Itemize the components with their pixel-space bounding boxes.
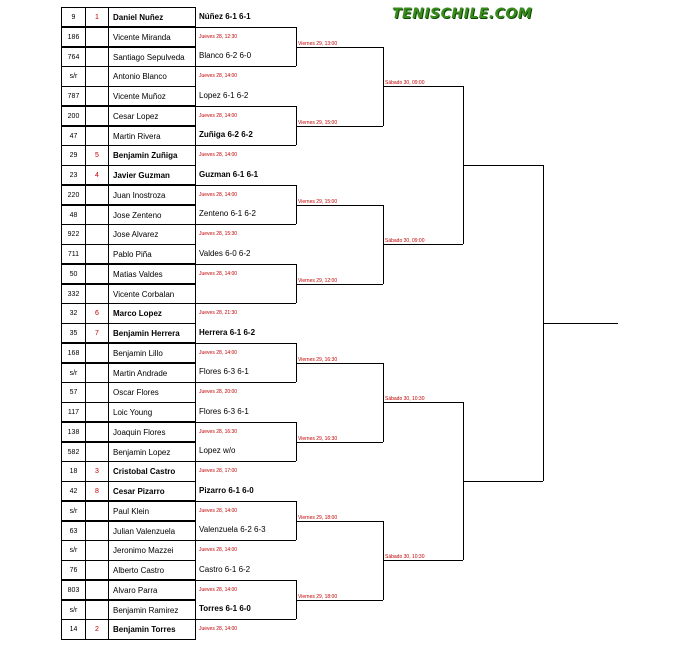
match-schedule: Viernes 29, 15:00 xyxy=(298,198,338,205)
match-result: Guzman 6-1 6-1 xyxy=(199,169,259,179)
player-seed xyxy=(85,86,108,106)
bracket-line xyxy=(296,363,383,364)
player-rank: 35 xyxy=(61,323,85,343)
player-name[interactable]: Benjamin Zuñiga xyxy=(108,145,196,165)
player-name[interactable]: Loic Young xyxy=(108,402,196,422)
match-schedule: Viernes 29, 16:30 xyxy=(298,356,338,363)
player-seed: 1 xyxy=(85,7,108,27)
player-name[interactable]: Antonio Blanco xyxy=(108,66,196,86)
player-name[interactable]: Vicente Miranda xyxy=(108,27,196,47)
bracket-line xyxy=(196,540,296,541)
match-schedule: Jueves 28, 20:00 xyxy=(199,389,238,396)
player-rank: 138 xyxy=(61,422,85,442)
tenischile-logo[interactable]: TENISCHILE.COM xyxy=(392,6,533,22)
player-rank: s/r xyxy=(61,600,85,620)
bracket-line xyxy=(196,145,296,146)
bracket-line xyxy=(296,442,383,443)
player-name[interactable]: Benjamin Herrera xyxy=(108,323,196,343)
bracket-line xyxy=(196,343,296,344)
player-seed xyxy=(85,501,108,521)
match-result: Blanco 6-2 6-0 xyxy=(199,51,252,61)
player-rank: 42 xyxy=(61,481,85,501)
bracket-line xyxy=(196,224,296,225)
player-seed xyxy=(85,66,108,86)
match-schedule: Jueves 28, 14:00 xyxy=(199,349,238,356)
player-rank: 48 xyxy=(61,205,85,225)
player-name[interactable]: Benjamin Ramirez xyxy=(108,600,196,620)
player-name[interactable]: Alvaro Parra xyxy=(108,580,196,600)
player-rank: 787 xyxy=(61,86,85,106)
champion-line xyxy=(543,323,618,324)
player-name[interactable]: Juan Inostroza xyxy=(108,185,196,205)
player-name[interactable]: Cesar Lopez xyxy=(108,106,196,126)
match-schedule: Viernes 29, 16:30 xyxy=(298,435,338,442)
match-schedule: Jueves 28, 14:00 xyxy=(199,547,238,554)
player-seed xyxy=(85,382,108,402)
player-name[interactable]: Cristobal Castro xyxy=(108,461,196,481)
player-rank: s/r xyxy=(61,363,85,383)
player-name[interactable]: Jeronimo Mazzei xyxy=(108,540,196,560)
bracket-line xyxy=(383,86,463,87)
player-rank: 57 xyxy=(61,382,85,402)
bracket-line xyxy=(296,126,383,127)
player-name[interactable]: Benjamin Torres xyxy=(108,619,196,639)
player-name[interactable]: Joaquin Flores xyxy=(108,422,196,442)
bracket-line xyxy=(196,501,296,502)
bracket-line xyxy=(463,165,543,166)
bracket-line xyxy=(196,461,296,462)
player-seed xyxy=(85,540,108,560)
match-schedule: Viernes 29, 12:00 xyxy=(298,277,338,284)
player-rank: 63 xyxy=(61,521,85,541)
player-seed: 8 xyxy=(85,481,108,501)
bracket-line xyxy=(463,481,543,482)
player-name[interactable]: Vicente Corbalan xyxy=(108,284,196,304)
match-schedule: Jueves 28, 15:30 xyxy=(199,231,238,238)
player-name[interactable]: Benjamin Lillo xyxy=(108,343,196,363)
player-rank: 50 xyxy=(61,264,85,284)
player-seed xyxy=(85,422,108,442)
player-name[interactable]: Javier Guzman xyxy=(108,165,196,185)
bracket-line xyxy=(196,27,296,28)
player-seed xyxy=(85,27,108,47)
player-seed: 5 xyxy=(85,145,108,165)
bracket-line xyxy=(196,422,296,423)
match-schedule: Sábado 30, 09:00 xyxy=(385,80,425,86)
player-seed xyxy=(85,284,108,304)
player-name[interactable]: Julian Valenzuela xyxy=(108,521,196,541)
player-seed xyxy=(85,244,108,264)
player-name[interactable]: Marco Lopez xyxy=(108,303,196,323)
match-schedule: Jueves 28, 14:00 xyxy=(199,507,238,514)
player-rank: 23 xyxy=(61,165,85,185)
player-seed xyxy=(85,185,108,205)
player-name[interactable]: Daniel Nuñez xyxy=(108,7,196,27)
player-rank: s/r xyxy=(61,501,85,521)
match-schedule: Viernes 29, 15:00 xyxy=(298,119,338,126)
player-rank: 200 xyxy=(61,106,85,126)
bracket-line xyxy=(296,284,383,285)
player-seed xyxy=(85,402,108,422)
match-schedule: Jueves 28, 21:30 xyxy=(199,310,238,317)
player-rank: 47 xyxy=(61,126,85,146)
player-seed xyxy=(85,580,108,600)
bracket-line xyxy=(296,600,383,601)
player-name[interactable]: Pablo Piña xyxy=(108,244,196,264)
match-schedule: Sábado 30, 09:00 xyxy=(385,238,425,244)
bracket-line xyxy=(296,205,383,206)
player-name[interactable]: Matias Valdes xyxy=(108,264,196,284)
player-name[interactable]: Martin Andrade xyxy=(108,363,196,383)
match-schedule: Sábado 30, 10:30 xyxy=(385,396,425,402)
match-schedule: Viernes 29, 18:00 xyxy=(298,593,338,600)
player-seed: 3 xyxy=(85,461,108,481)
bracket-line xyxy=(196,264,296,265)
bracket-line xyxy=(196,382,296,383)
match-schedule: Viernes 29, 18:00 xyxy=(298,514,338,521)
match-result: Torres 6-1 6-0 xyxy=(199,604,251,614)
player-seed xyxy=(85,343,108,363)
player-rank: 711 xyxy=(61,244,85,264)
player-seed: 7 xyxy=(85,323,108,343)
match-schedule: Jueves 28, 14:00 xyxy=(199,73,238,80)
bracket-line xyxy=(383,244,463,245)
player-rank: 922 xyxy=(61,224,85,244)
bracket-line xyxy=(296,521,383,522)
player-rank: 29 xyxy=(61,145,85,165)
match-result: Núñez 6-1 6-1 xyxy=(199,11,251,21)
match-result: Pizarro 6-1 6-0 xyxy=(199,485,254,495)
player-seed xyxy=(85,363,108,383)
player-seed xyxy=(85,205,108,225)
player-name[interactable]: Paul Klein xyxy=(108,501,196,521)
player-rank: 803 xyxy=(61,580,85,600)
match-schedule: Jueves 28, 14:00 xyxy=(199,270,238,277)
bracket-line xyxy=(383,560,463,561)
player-seed xyxy=(85,47,108,67)
player-name[interactable]: Vicente Muñoz xyxy=(108,86,196,106)
bracket-line xyxy=(196,580,296,581)
match-schedule: Sábado 30, 10:30 xyxy=(385,554,425,560)
match-schedule: Jueves 28, 14:00 xyxy=(199,112,238,119)
match-schedule: Jueves 28, 12:30 xyxy=(199,33,238,40)
bracket-line xyxy=(196,619,296,620)
match-schedule: Jueves 28, 14:00 xyxy=(199,586,238,593)
player-rank: s/r xyxy=(61,540,85,560)
player-seed: 6 xyxy=(85,303,108,323)
player-name[interactable]: Jose Alvarez xyxy=(108,224,196,244)
match-result: Valdes 6-0 6-2 xyxy=(199,248,251,258)
match-result: Flores 6-3 6-1 xyxy=(199,406,249,416)
player-seed: 2 xyxy=(85,619,108,639)
player-name[interactable]: Santiago Sepulveda xyxy=(108,47,196,67)
player-rank: 32 xyxy=(61,303,85,323)
player-rank: 18 xyxy=(61,461,85,481)
bracket-line xyxy=(296,47,383,48)
match-schedule: Jueves 28, 14:00 xyxy=(199,191,238,198)
player-name[interactable]: Martin Rivera xyxy=(108,126,196,146)
player-rank: 332 xyxy=(61,284,85,304)
player-seed xyxy=(85,106,108,126)
player-rank: 14 xyxy=(61,619,85,639)
player-rank: 117 xyxy=(61,402,85,422)
player-rank: 76 xyxy=(61,560,85,580)
player-seed: 4 xyxy=(85,165,108,185)
player-name[interactable]: Jose Zenteno xyxy=(108,205,196,225)
match-result: Herrera 6-1 6-2 xyxy=(199,327,256,337)
player-rank: 9 xyxy=(61,7,85,27)
player-seed xyxy=(85,600,108,620)
player-seed xyxy=(85,264,108,284)
bracket-line xyxy=(383,402,463,403)
player-seed xyxy=(85,126,108,146)
match-result: Lopez w/o xyxy=(199,446,236,456)
player-rank: 764 xyxy=(61,47,85,67)
player-seed xyxy=(85,521,108,541)
bracket-line xyxy=(196,106,296,107)
player-name[interactable]: Oscar Flores xyxy=(108,382,196,402)
player-name[interactable]: Benjamin Lopez xyxy=(108,442,196,462)
match-result: Lopez 6-1 6-2 xyxy=(199,90,249,100)
match-result: Flores 6-3 6-1 xyxy=(199,367,249,377)
match-result: Castro 6-1 6-2 xyxy=(199,564,251,574)
player-name[interactable]: Cesar Pizarro xyxy=(108,481,196,501)
match-schedule: Jueves 28, 14:00 xyxy=(199,152,238,159)
player-rank: 168 xyxy=(61,343,85,363)
match-result: Zuñiga 6-2 6-2 xyxy=(199,130,253,140)
match-schedule: Jueves 28, 16:30 xyxy=(199,428,238,435)
match-result: Valenzuela 6-2 6-3 xyxy=(199,525,266,535)
player-rank: 186 xyxy=(61,27,85,47)
player-name[interactable]: Alberto Castro xyxy=(108,560,196,580)
match-schedule: Jueves 28, 17:00 xyxy=(199,468,238,475)
player-seed xyxy=(85,224,108,244)
match-schedule: Viernes 29, 13:00 xyxy=(298,40,338,47)
player-seed xyxy=(85,442,108,462)
bracket-line xyxy=(196,185,296,186)
player-rank: 582 xyxy=(61,442,85,462)
bracket-line xyxy=(196,303,296,304)
player-seed xyxy=(85,560,108,580)
bracket-line xyxy=(196,66,296,67)
match-result: Zenteno 6-1 6-2 xyxy=(199,209,256,219)
match-schedule: Jueves 28, 14:00 xyxy=(199,626,238,633)
player-rank: 220 xyxy=(61,185,85,205)
player-rank: s/r xyxy=(61,66,85,86)
